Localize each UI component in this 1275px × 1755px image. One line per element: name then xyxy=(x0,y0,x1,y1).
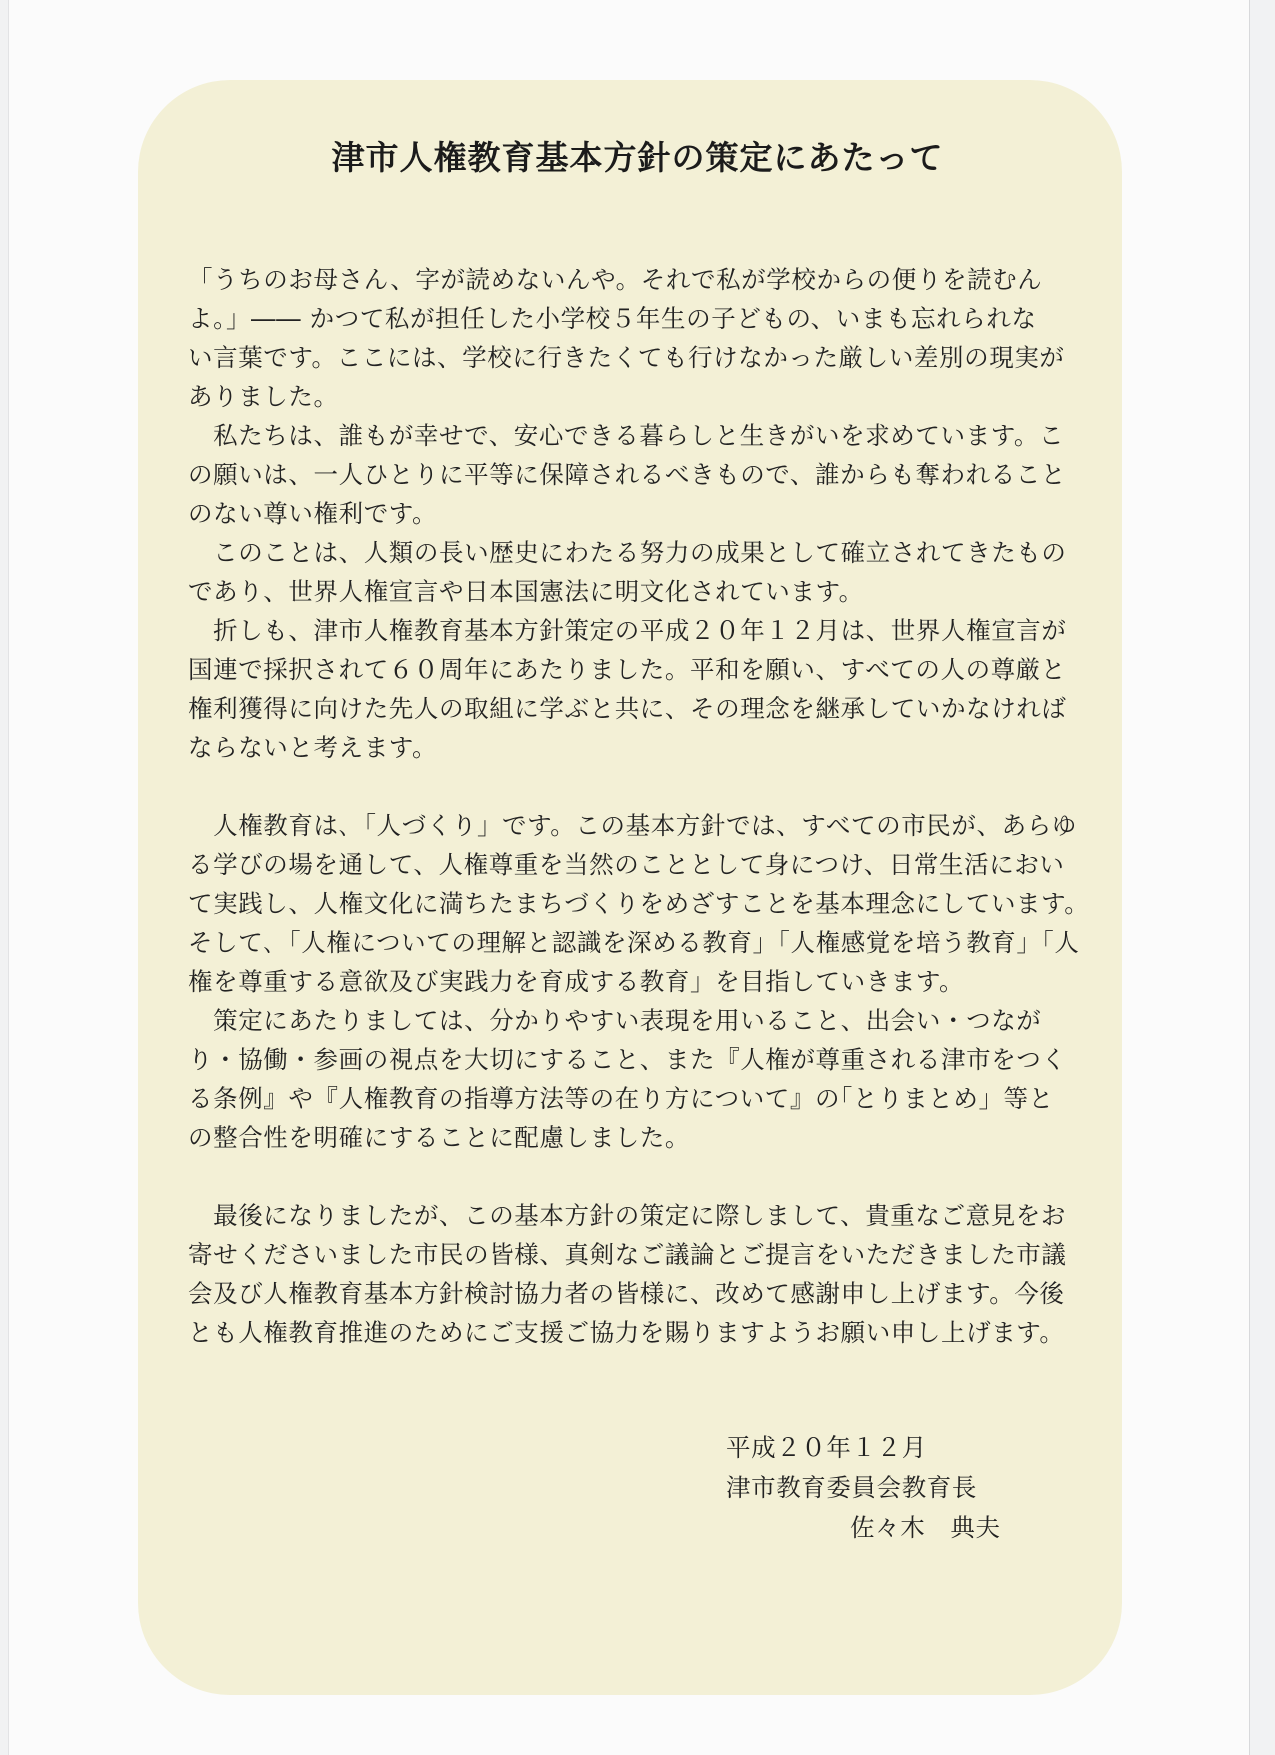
text-line: 策定にあたりましては、分かりやすい表現を用いること、出会い・つなが xyxy=(188,1006,1042,1035)
text-line: の願いは、一人ひとりに平等に保障されるべきもので、誰からも奪われること xyxy=(188,460,1067,489)
text-line: よ。」―― かつて私が担任した小学校５年生の子どもの、いまも忘れられな xyxy=(188,304,1037,333)
text-line: 会及び人権教育基本方針検討協力者の皆様に、改めて感謝申し上げます。今後 xyxy=(188,1279,1065,1308)
text-line: て実践し、人権文化に満ちたまちづくりをめざすことを基本理念にしています。 xyxy=(188,889,1090,918)
signature-position: 津市教育委員会教育長 xyxy=(726,1473,977,1502)
text-line: のない尊い権利です。 xyxy=(188,499,438,528)
text-line: る条例』や『人権教育の指導方法等の在り方について』の｢とりまとめ」等と xyxy=(188,1084,1054,1113)
page-title: 津市人権教育基本方針の策定にあたって xyxy=(331,138,944,177)
signature-name: 佐々木 典夫 xyxy=(850,1513,1001,1542)
text-line: 権を尊重する意欲及び実践力を育成する教育」を目指していきます。 xyxy=(188,967,965,996)
text-line: 人権教育は､「人づくり」です。この基本方針では、すべての市民が、あらゆ xyxy=(188,811,1077,840)
paragraph-4 xyxy=(188,611,1088,767)
text-line: であり、世界人権宣言や日本国憲法に明文化されています。 xyxy=(188,577,864,606)
signature-block xyxy=(726,1428,1001,1548)
text-line: ありました。 xyxy=(188,382,339,411)
body-text xyxy=(188,260,1088,1352)
paragraph-gap xyxy=(188,1157,1088,1196)
text-line: 私たちは、誰もが幸せで、安心できる暮らしと生きがいを求めています。こ xyxy=(188,421,1065,450)
text-line: とも人権教育推進のためにご支援ご協力を賜りますようお願い申し上げます。 xyxy=(188,1318,1065,1347)
text-line: 寄せくださいました市民の皆様、真剣なご議論とご提言をいただきました市議 xyxy=(188,1240,1067,1269)
text-line: そして､「人権についての理解と認識を深める教育」｢人権感覚を培う教育」「人 xyxy=(188,928,1080,957)
text-line: ならないと考えます。 xyxy=(188,733,438,762)
text-line: 折しも、津市人権教育基本方針策定の平成２０年１２月は、世界人権宣言が xyxy=(188,616,1067,645)
text-line: の整合性を明確にすることに配慮しました。 xyxy=(188,1123,690,1152)
paragraph-2 xyxy=(188,416,1088,533)
text-line: る学びの場を通して、人権尊重を当然のこととして身につけ、日常生活におい xyxy=(188,850,1065,879)
text-line: 「うちのお母さん、字が読めないんや。それで私が学校からの便りを読むん xyxy=(188,265,1043,294)
text-line: 国連で採択されて６０周年にあたりました。平和を願い、すべての人の尊厳と xyxy=(188,655,1067,684)
text-line: り・協働・参画の視点を大切にすること、また『人権が尊重される津市をつく xyxy=(188,1045,1067,1074)
paragraph-6 xyxy=(188,1001,1088,1157)
text-line: い言葉です。ここには、学校に行きたくても行けなかった厳しい差別の現実が xyxy=(188,343,1065,372)
signature-date: 平成２０年１２月 xyxy=(726,1433,927,1462)
paragraph-1 xyxy=(188,260,1088,416)
paragraph-gap xyxy=(188,767,1088,806)
text-line: 最後になりましたが、この基本方針の策定に際しまして、貴重なご意見をお xyxy=(188,1201,1067,1230)
paragraph-7 xyxy=(188,1196,1088,1352)
text-line: このことは、人類の長い歴史にわたる努力の成果として確立されてきたもの xyxy=(188,538,1067,567)
paragraph-5 xyxy=(188,806,1088,1001)
paragraph-3 xyxy=(188,533,1088,611)
text-line: 権利獲得に向けた先人の取組に学ぶと共に、その理念を継承していかなければ xyxy=(188,694,1067,723)
